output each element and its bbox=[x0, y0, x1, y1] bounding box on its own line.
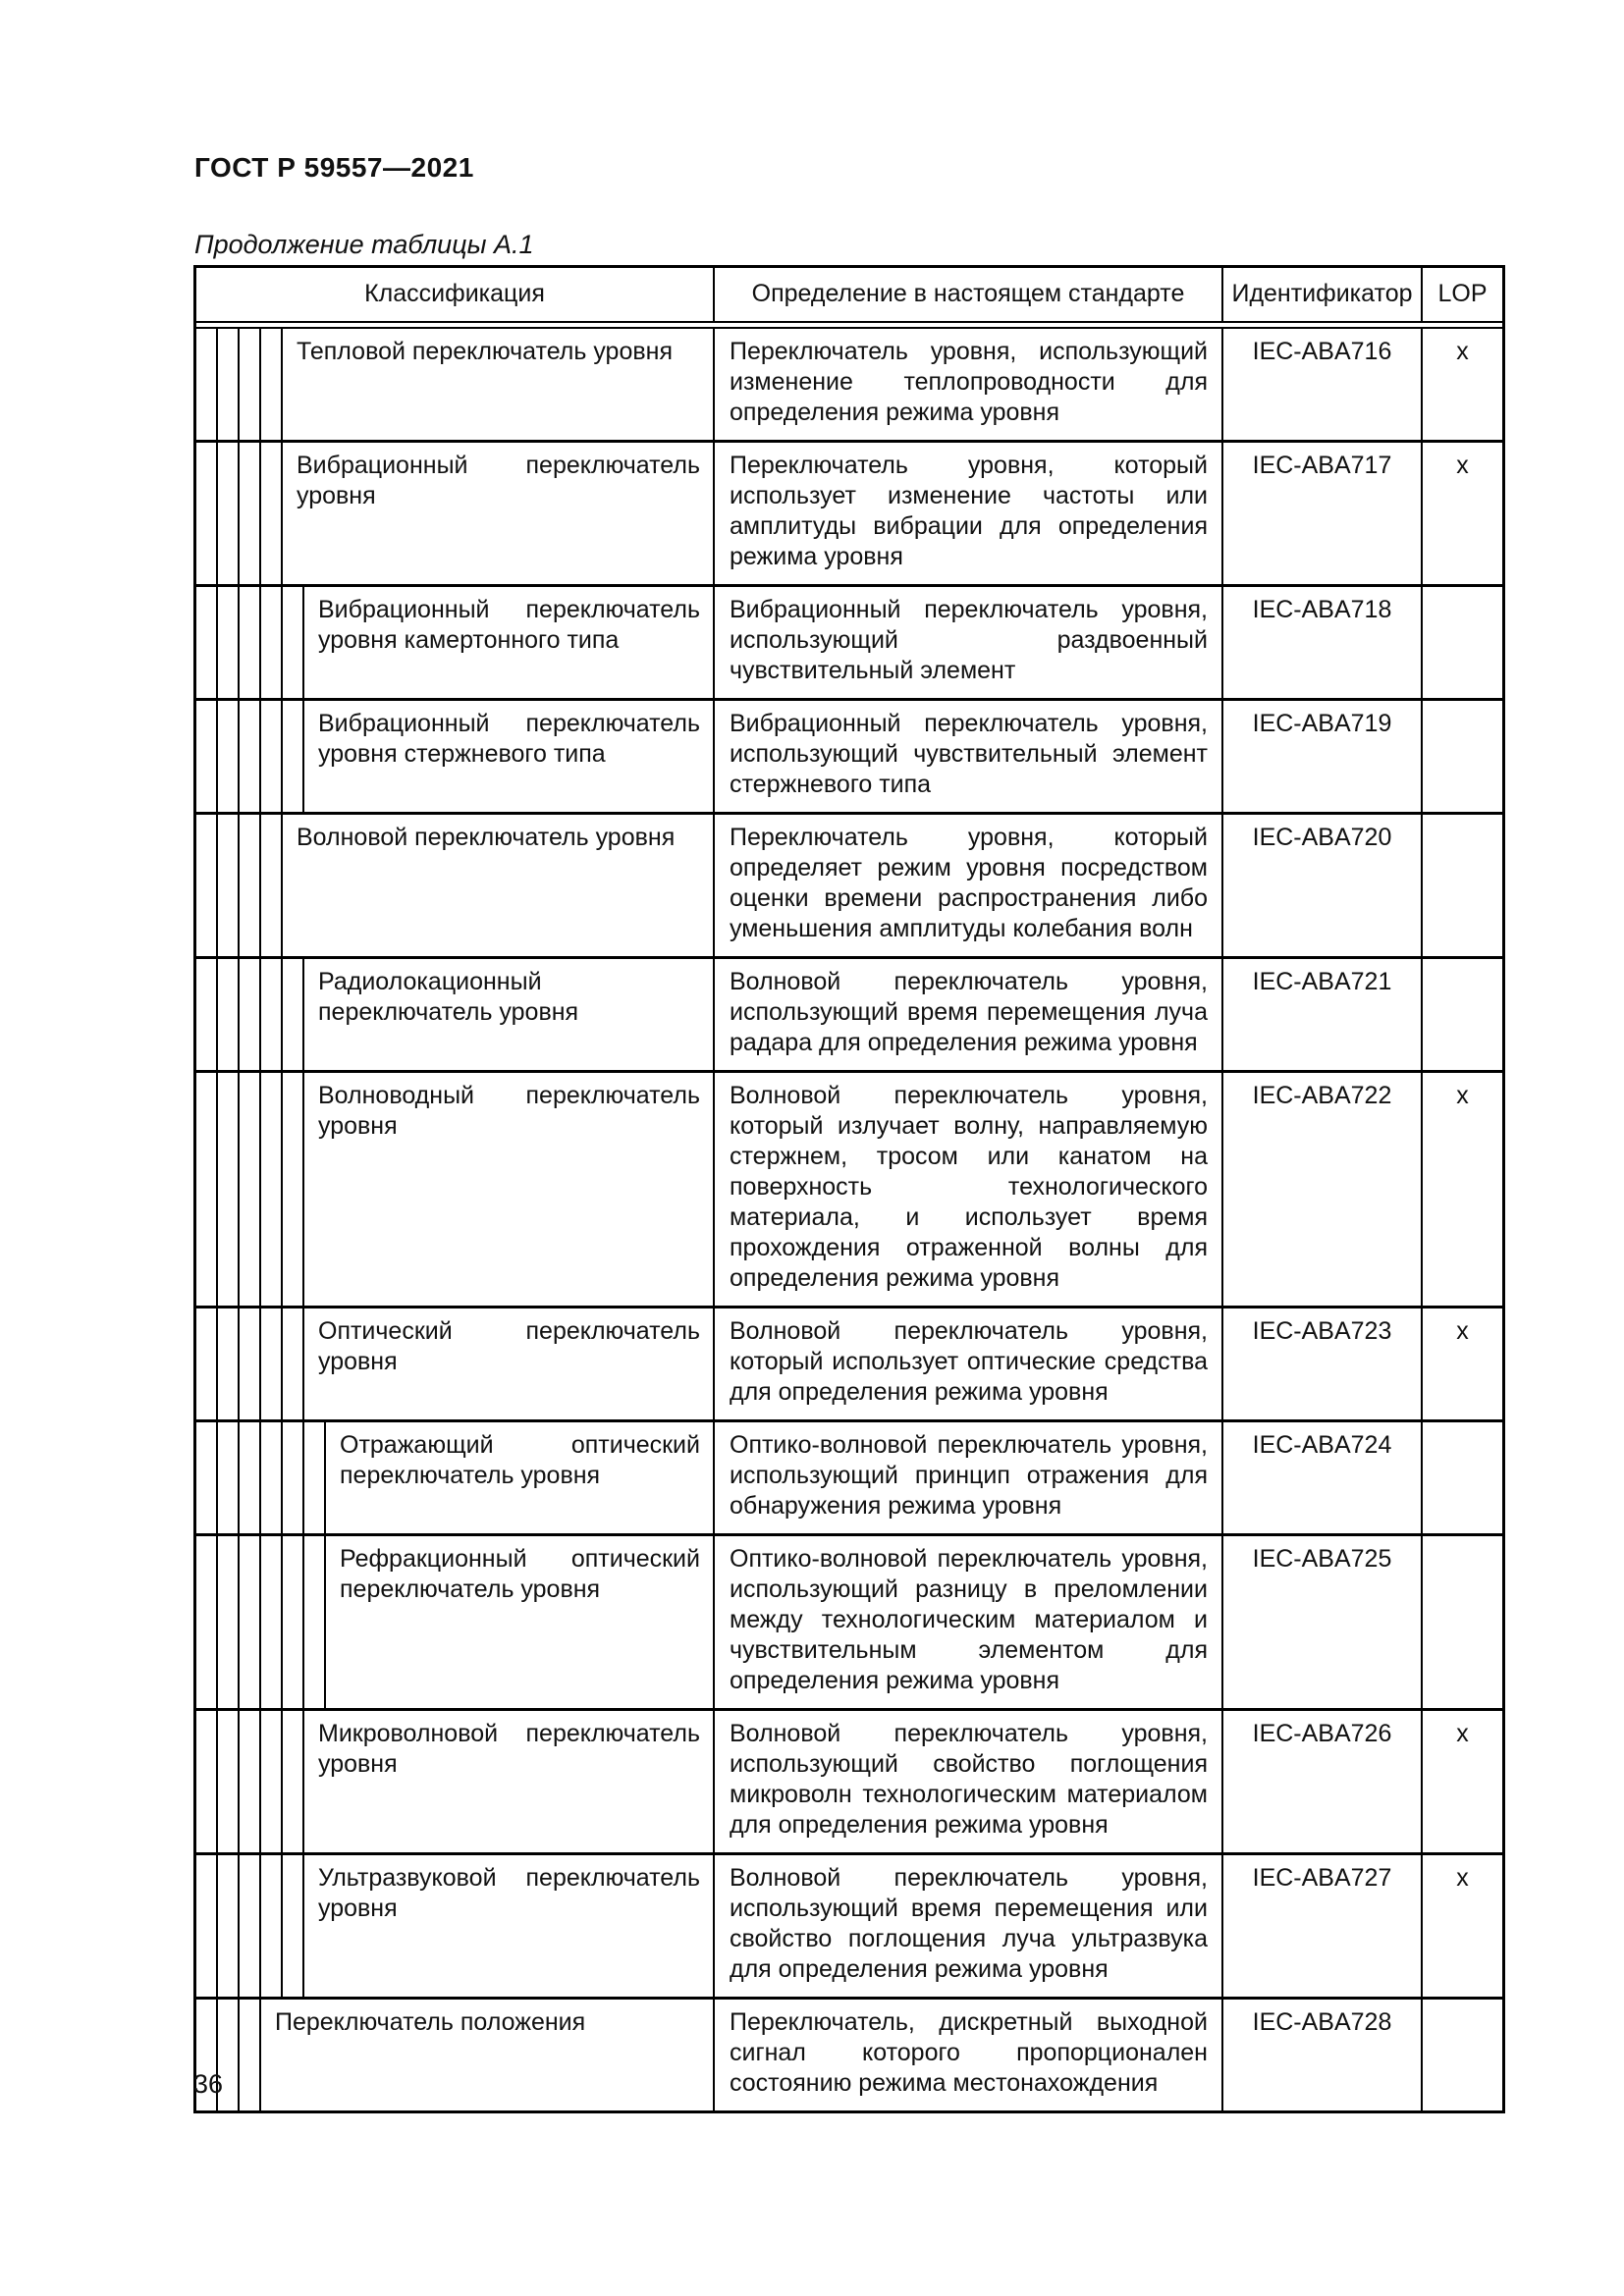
identifier-value: IEC-ABA720 bbox=[1223, 815, 1423, 956]
indent-cell bbox=[196, 815, 218, 956]
header-identifier: Идентификатор bbox=[1223, 268, 1423, 321]
indent-cell bbox=[261, 815, 283, 956]
table-row bbox=[196, 1708, 1502, 1852]
indent-cell bbox=[218, 1422, 240, 1533]
lop-value bbox=[1423, 815, 1502, 956]
indent-cell bbox=[218, 1308, 240, 1419]
identifier-value: IEC-ABA727 bbox=[1223, 1855, 1423, 1997]
identifier-value: IEC-ABA718 bbox=[1223, 587, 1423, 698]
indent-cell bbox=[261, 1422, 283, 1533]
definition-text: Оптико-волновой переключатель уровня, использующий принцип отражения для обнаружения режима уровня bbox=[715, 1422, 1223, 1533]
document-code: ГОСТ Р 59557—2021 bbox=[194, 152, 474, 183]
definition-text: Переключатель уровня, который определяет режим уровня посредством оценки времени распространения либо уменьшения амплитуды колебания волн bbox=[715, 815, 1223, 956]
indent-cell bbox=[283, 1073, 304, 1306]
classification-cell bbox=[196, 1855, 715, 1997]
indent-cell bbox=[261, 587, 283, 698]
lop-value bbox=[1423, 1536, 1502, 1708]
indent-cell bbox=[240, 815, 261, 956]
lop-value: x bbox=[1456, 1720, 1469, 1747]
identifier-value: IEC-ABA725 bbox=[1223, 1536, 1423, 1708]
identifier-value: IEC-ABA716 bbox=[1223, 329, 1423, 440]
indent-cell bbox=[218, 959, 240, 1070]
indent-cell bbox=[261, 1308, 283, 1419]
identifier-value: IEC-ABA722 bbox=[1223, 1073, 1423, 1306]
page-number: 36 bbox=[193, 2069, 224, 2099]
classification-cell bbox=[196, 959, 715, 1070]
classification-label: Вибрационный переключатель уровня bbox=[283, 443, 715, 584]
definition-text: Оптико-волновой переключатель уровня, использующий разницу в преломлении между технологическим материалом и чувствительным элементом для определения режима уровня bbox=[715, 1536, 1223, 1708]
indent-cell bbox=[283, 701, 304, 812]
definition-text: Волновой переключатель уровня, который использует оптические средства для определения режима уровня bbox=[715, 1308, 1223, 1419]
header-definition: Определение в настоящем стандарте bbox=[715, 268, 1223, 321]
indent-cell bbox=[261, 329, 283, 440]
indent-cell bbox=[261, 1073, 283, 1306]
indent-cell bbox=[240, 587, 261, 698]
indent-cell bbox=[196, 959, 218, 1070]
indent-cell bbox=[196, 587, 218, 698]
definition-text: Вибрационный переключатель уровня, использующий чувствительный элемент стержневого типа bbox=[715, 701, 1223, 812]
lop-value: x bbox=[1456, 452, 1469, 479]
indent-cell bbox=[304, 1536, 326, 1708]
table-row bbox=[196, 1070, 1502, 1306]
indent-cell bbox=[218, 1073, 240, 1306]
indent-cell bbox=[283, 959, 304, 1070]
classification-cell bbox=[196, 701, 715, 812]
classification-label: Переключатель положения bbox=[261, 2000, 715, 2110]
indent-cell bbox=[240, 2000, 261, 2110]
table-body bbox=[196, 327, 1502, 2110]
indent-cell bbox=[240, 1308, 261, 1419]
classification-cell bbox=[196, 1711, 715, 1852]
definition-text: Вибрационный переключатель уровня, использующий раздвоенный чувствительный элемент bbox=[715, 587, 1223, 698]
indent-cell bbox=[196, 443, 218, 584]
identifier-value: IEC-ABA728 bbox=[1223, 2000, 1423, 2110]
indent-cell bbox=[218, 815, 240, 956]
indent-cell bbox=[218, 329, 240, 440]
identifier-value: IEC-ABA723 bbox=[1223, 1308, 1423, 1419]
indent-cell bbox=[218, 1536, 240, 1708]
classification-cell bbox=[196, 815, 715, 956]
indent-cell bbox=[240, 701, 261, 812]
definition-text: Волновой переключатель уровня, использующий время перемещения луча радара для определения режима уровня bbox=[715, 959, 1223, 1070]
indent-cell bbox=[304, 1422, 326, 1533]
table-row bbox=[196, 440, 1502, 584]
classification-label: Оптический переключатель уровня bbox=[304, 1308, 715, 1419]
indent-cell bbox=[218, 443, 240, 584]
indent-cell bbox=[196, 701, 218, 812]
definition-text: Переключатель уровня, использующий изменение теплопроводности для определения режима уровня bbox=[715, 329, 1223, 440]
classification-table bbox=[193, 265, 1505, 2113]
classification-cell bbox=[196, 1308, 715, 1419]
lop-value: x bbox=[1456, 338, 1469, 365]
classification-label: Отражающий оптический переключатель уровня bbox=[326, 1422, 715, 1533]
classification-cell bbox=[196, 1073, 715, 1306]
table-row bbox=[196, 1852, 1502, 1997]
lop-value bbox=[1423, 701, 1502, 812]
classification-label: Тепловой переключатель уровня bbox=[283, 329, 715, 440]
classification-label: Вибрационный переключатель уровня стержневого типа bbox=[304, 701, 715, 812]
lop-value: x bbox=[1456, 1864, 1469, 1892]
indent-cell bbox=[240, 1422, 261, 1533]
indent-cell bbox=[240, 1711, 261, 1852]
indent-cell bbox=[240, 1536, 261, 1708]
indent-cell bbox=[283, 1308, 304, 1419]
indent-cell bbox=[283, 1536, 304, 1708]
table-row bbox=[196, 812, 1502, 956]
table-row bbox=[196, 1997, 1502, 2110]
indent-cell bbox=[261, 1855, 283, 1997]
indent-cell bbox=[240, 329, 261, 440]
table-row bbox=[196, 1419, 1502, 1533]
indent-cell bbox=[218, 1855, 240, 1997]
definition-text: Волновой переключатель уровня, который излучает волну, направляемую стержнем, тросом или канатом на поверхность технологического материала, и использует время прохождения отраженной волны для определения режима уровня bbox=[715, 1073, 1223, 1306]
classification-cell bbox=[196, 1536, 715, 1708]
identifier-value: IEC-ABA721 bbox=[1223, 959, 1423, 1070]
indent-cell bbox=[283, 1855, 304, 1997]
definition-text: Переключатель, дискретный выходной сигнал которого пропорционален состоянию режима местонахождения bbox=[715, 2000, 1223, 2110]
table-header-row bbox=[196, 268, 1502, 321]
indent-cell bbox=[196, 1536, 218, 1708]
table-row bbox=[196, 329, 1502, 440]
header-lop: LOP bbox=[1437, 280, 1488, 307]
indent-cell bbox=[283, 1711, 304, 1852]
indent-cell bbox=[218, 1711, 240, 1852]
table-row bbox=[196, 956, 1502, 1070]
classification-label: Вибрационный переключатель уровня камертонного типа bbox=[304, 587, 715, 698]
lop-value: x bbox=[1456, 1317, 1469, 1345]
indent-cell bbox=[196, 329, 218, 440]
table-row bbox=[196, 1306, 1502, 1419]
indent-cell bbox=[240, 443, 261, 584]
indent-cell bbox=[283, 587, 304, 698]
classification-cell bbox=[196, 443, 715, 584]
indent-cell bbox=[196, 1711, 218, 1852]
header-classification: Классификация bbox=[196, 268, 715, 321]
indent-cell bbox=[240, 1073, 261, 1306]
indent-cell bbox=[261, 1536, 283, 1708]
definition-text: Волновой переключатель уровня, использующий свойство поглощения микроволн технологическим материалом для определения режима уровня bbox=[715, 1711, 1223, 1852]
classification-label: Микроволновой переключатель уровня bbox=[304, 1711, 715, 1852]
lop-value bbox=[1423, 2000, 1502, 2110]
table-row bbox=[196, 698, 1502, 812]
table-row bbox=[196, 584, 1502, 698]
lop-value bbox=[1423, 1422, 1502, 1533]
classification-cell bbox=[196, 329, 715, 440]
indent-cell bbox=[261, 959, 283, 1070]
classification-label: Рефракционный оптический переключатель уровня bbox=[326, 1536, 715, 1708]
indent-cell bbox=[218, 701, 240, 812]
indent-cell bbox=[261, 443, 283, 584]
classification-cell bbox=[196, 2000, 715, 2110]
indent-cell bbox=[261, 1711, 283, 1852]
identifier-value: IEC-ABA726 bbox=[1223, 1711, 1423, 1852]
indent-cell bbox=[196, 1855, 218, 1997]
indent-cell bbox=[218, 587, 240, 698]
lop-value: x bbox=[1456, 1082, 1469, 1109]
lop-value bbox=[1423, 587, 1502, 698]
indent-cell bbox=[240, 1855, 261, 1997]
classification-label: Радиолокационный переключатель уровня bbox=[304, 959, 715, 1070]
identifier-value: IEC-ABA724 bbox=[1223, 1422, 1423, 1533]
table-caption: Продолжение таблицы А.1 bbox=[194, 230, 534, 259]
identifier-value: IEC-ABA719 bbox=[1223, 701, 1423, 812]
indent-cell bbox=[196, 1073, 218, 1306]
lop-value bbox=[1423, 959, 1502, 1070]
classification-cell bbox=[196, 1422, 715, 1533]
table-row bbox=[196, 1533, 1502, 1708]
classification-label: Волноводный переключатель уровня bbox=[304, 1073, 715, 1306]
definition-text: Переключатель уровня, который использует изменение частоты или амплитуды вибрации для определения режима уровня bbox=[715, 443, 1223, 584]
classification-label: Волновой переключатель уровня bbox=[283, 815, 715, 956]
indent-cell bbox=[283, 1422, 304, 1533]
classification-cell bbox=[196, 587, 715, 698]
indent-cell bbox=[196, 1308, 218, 1419]
indent-cell bbox=[261, 701, 283, 812]
identifier-value: IEC-ABA717 bbox=[1223, 443, 1423, 584]
classification-label: Ультразвуковой переключатель уровня bbox=[304, 1855, 715, 1997]
definition-text: Волновой переключатель уровня, использующий время перемещения или свойство поглощения луча ультразвука для определения режима уровня bbox=[715, 1855, 1223, 1997]
indent-cell bbox=[196, 1422, 218, 1533]
indent-cell bbox=[240, 959, 261, 1070]
